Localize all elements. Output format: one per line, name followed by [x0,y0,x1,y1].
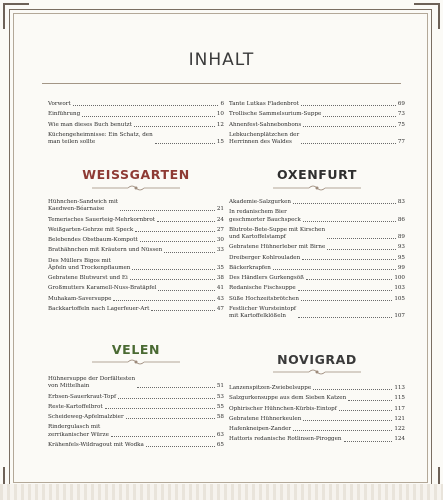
toc-dot-leader [303,221,396,222]
toc-entry-title: Lanzenspitzen-Zwiebelsuppe [229,385,312,391]
toc-page-number: 53 [216,393,224,400]
ornament-velen [48,358,224,366]
section-heading-oxenfurt: OXENFURT [277,167,357,182]
toc-entry [48,111,224,118]
toc-entry [229,227,405,241]
toc-entry [229,416,405,423]
toc-dot-leader [348,400,392,401]
toc-dot-leader [301,300,392,301]
toc-entry [229,285,405,292]
weissgarten-list [48,199,224,316]
toc-entry-title: Wie man dieses Buch benutzt [48,121,132,128]
toc-page-number: 77 [397,139,405,146]
toc-entry [229,395,405,402]
toc-page-number: 113 [394,385,405,391]
toc-entry [48,122,224,129]
toc-entry-title: Rindergulasch mit zerrikanischer Würze [48,424,109,438]
toc-entry-title: Reste-Kartoffelbrot [48,403,103,410]
toc-entry [48,199,224,213]
toc-dot-leader [303,420,392,421]
toc-entry-title: Einführung [48,111,81,118]
toc-entry-title: Küchengeheimnisse: Ein Schatz, den man teilen sollte [48,131,153,146]
ornament-oxenfurt [229,184,405,192]
toc-entry [229,426,405,433]
toc-entry-title: Erbsen-Sauerkraut-Topf [48,393,117,400]
toc-dot-leader [155,143,215,144]
toc-entry [48,237,224,244]
toc-page-number: 93 [397,244,405,251]
toc-page-number: 10 [216,111,224,118]
toc-page-number: 115 [394,395,405,402]
corner-ornament-top-right [414,3,440,29]
toc-entry [48,101,224,108]
toc-dot-leader [344,441,393,442]
toc-entry [229,275,405,282]
toc-entry [48,424,224,438]
toc-dot-leader [298,317,392,318]
toc-page-number: 55 [216,403,224,410]
section-heading-weissgarten: WEISSGARTEN [82,167,190,182]
toc-page-number: 103 [394,285,405,292]
toc-entry-title: Des Müllers Bigos mit Äpfeln und Trockenpflaumen [48,257,131,271]
toc-dot-leader [137,387,215,388]
toc-entry [229,306,405,320]
flourish-icon [269,184,365,192]
toc-entry-title: Lebkuchenplätzchen der Herrinnen des Waldes [229,131,300,146]
toc-entry [48,296,224,303]
toc-dot-leader [327,238,396,239]
toc-page-number: 41 [216,285,224,292]
toc-dot-leader [146,446,215,447]
toc-page-number: 95 [397,254,405,261]
toc-entry [229,244,405,251]
toc-dot-leader [134,126,215,127]
toc-entry [48,306,224,313]
toc-page-number: 86 [397,216,405,223]
toc-dot-leader [120,210,215,211]
toc-dot-leader [113,300,214,301]
toc-entry-title: Scheideweg-Apfelmalzbier [48,414,124,421]
toc-dot-leader [105,408,215,409]
novigrad-list [229,385,405,447]
toc-entry-title: Festlicher Wursteintopf mit Kartoffelklößeln [229,306,296,320]
toc-entry-title: Süße Hochzeitsbrötchen [229,295,299,302]
toc-dot-leader [82,116,215,117]
toc-entry-title: Vorwort [48,101,71,107]
toc-page-number: 6 [220,101,224,107]
toc-page-number: 117 [394,405,405,412]
toc-page-number: 73 [397,111,405,118]
ornament-weissgarten [48,184,224,192]
toc-dot-leader [157,221,215,222]
toc-page-number: 43 [216,295,224,302]
toc-dot-leader [158,290,214,291]
flourish-icon [88,184,184,192]
toc-entry-title: Dreiberger Kohlrouladen [229,254,301,261]
toc-entry [48,442,224,449]
toc-entry-title: Ophirischer Hühnchen-Kürbis-Eintopf [229,405,337,412]
toc-entry-title: Hafenkneipen-Zander [229,426,292,433]
toc-entry [229,255,405,262]
toc-page-number: 100 [394,275,405,282]
ornament-novigrad [229,368,405,376]
toc-entry [48,414,224,421]
toc-page-number: 15 [216,139,224,146]
toc-entry-title: Weißgarten-Gehrze mit Speck [48,226,134,233]
toc-entry-title: Krähenfels-Wildragout mit Wodka [48,441,144,448]
toc-entry [229,199,405,206]
toc-entry [48,376,224,390]
intro-right-list [229,101,405,149]
toc-page-number: 107 [394,313,405,320]
toc-page-number: 75 [397,121,405,128]
toc-entry-title: Salzgurkensuppe aus dem Sieben Katzen [229,395,347,402]
toc-entry-title: Redanische Fischsuppe [229,285,296,292]
toc-page-number: 38 [216,275,224,282]
section-heading-velen: VELEN [111,342,161,357]
toc-entry [229,265,405,272]
toc-page-number: 51 [216,383,224,390]
toc-entry-title: Hattoris redanische Rotlinsen-Piroggen [229,436,342,443]
toc-entry-title: Trollische Sammelsurium-Suppe [229,111,322,118]
toc-entry-title: Ahnenfest-Sahnebonbons [229,121,302,128]
toc-page-number: 122 [394,426,405,433]
toc-dot-leader [298,290,393,291]
toc-page-number: 58 [216,414,224,421]
toc-dot-leader [126,418,215,419]
toc-page-number: 65 [216,441,224,448]
toc-dot-leader [273,269,396,270]
toc-entry-title: Blutrote-Bete-Suppe mit Kirschen und Kartoffelstampf [229,226,326,240]
toc-page-number: 27 [216,226,224,233]
toc-entry [229,122,405,129]
toc-page-number: 35 [216,264,224,271]
toc-entry [229,101,405,108]
toc-page-number: 47 [216,306,224,313]
toc-dot-leader [293,203,396,204]
velen-list [48,376,224,452]
toc-dot-leader [303,126,396,127]
toc-page-number: 30 [216,237,224,244]
flourish-icon [269,368,365,376]
toc-dot-leader [151,310,215,311]
toc-dot-leader [327,249,396,250]
toc-dot-leader [140,241,215,242]
toc-dot-leader [302,259,396,260]
toc-entry [48,132,224,146]
toc-dot-leader [132,269,214,270]
toc-page-number: 89 [397,234,405,240]
toc-entry-title: Des Händlers Gurkengsöß [229,275,304,282]
toc-entry-title: Bäckerkrapfen [229,264,271,271]
toc-entry-title: Backkartoffeln nach Lagerfeuer-Art [48,306,150,313]
page-title: INHALT [188,50,255,70]
toc-page-number: 33 [216,247,224,254]
toc-entry [229,209,405,223]
toc-entry [48,247,224,254]
toc-entry [48,394,224,401]
toc-entry-title: Akademie-Salzgurken [229,199,292,205]
bottom-texture-band [0,484,443,500]
toc-page-number: 24 [216,216,224,223]
toc-entry [229,132,405,146]
toc-page-number: 121 [394,415,405,422]
toc-dot-leader [313,389,392,390]
toc-entry [48,404,224,411]
toc-entry-title: Muhakam-Saversuppe [48,295,112,302]
toc-entry-title: In redanischem Bier geschmorter Bauchspeck [229,209,301,223]
toc-entry [48,285,224,292]
flourish-icon [88,358,184,366]
toc-page-number: 124 [394,436,405,443]
toc-entry-title: Hühnchen-Sandwich mit Kaedwen-Béarnaise [48,199,119,213]
toc-page-number: 105 [394,295,405,302]
toc-entry [229,385,405,392]
oxenfurt-list [229,199,405,324]
toc-entry-title: Hühnersuppe der Dorfältesten von Mittelhain [48,376,136,390]
toc-entry [229,406,405,413]
toc-page-number: 69 [397,101,405,107]
toc-dot-leader [135,231,215,232]
toc-dot-leader [339,410,392,411]
toc-dot-leader [293,430,392,431]
toc-dot-leader [323,116,396,117]
title-divider [42,83,401,84]
toc-dot-leader [111,436,215,437]
toc-entry [229,436,405,443]
toc-page-number: 21 [216,206,224,213]
toc-entry [48,258,224,272]
intro-list [48,101,224,149]
toc-dot-leader [301,105,396,106]
toc-dot-leader [306,279,392,280]
toc-dot-leader [73,105,219,106]
section-heading-novigrad: NOVIGRAD [277,352,357,367]
toc-entry [48,227,224,234]
toc-entry-title: Gebratene Hühnerkeulen [229,415,302,422]
toc-dot-leader [130,279,215,280]
toc-entry-title: Belebendes Obstbaum-Kompott [48,237,138,244]
toc-entry-title: Tante Lutkas Fladenbrot [229,101,299,107]
toc-entry-title: Brathähnchen mit Kräutern und Nüssen [48,247,163,254]
toc-entry [229,296,405,303]
toc-entry [48,275,224,282]
toc-entry-title: Gebratene Hühnerleber mit Birne [229,244,326,251]
corner-ornament-top-left [3,3,29,29]
toc-entry-title: Gebratene Blutwurst und Ei [48,275,128,282]
toc-dot-leader [301,143,396,144]
toc-entry [229,111,405,118]
toc-page-number: 83 [397,199,405,205]
toc-page-number: 99 [397,264,405,271]
toc-entry-title: Temerisches Sauerteig-Mehrkornbrot [48,216,156,223]
toc-page-number: 63 [216,431,224,438]
toc-page-number: 12 [216,121,224,128]
toc-dot-leader [164,252,215,253]
toc-dot-leader [118,398,215,399]
toc-entry [48,217,224,224]
toc-entry-title: Großmutters Karamell-Nuss-Bratäpfel [48,285,157,292]
